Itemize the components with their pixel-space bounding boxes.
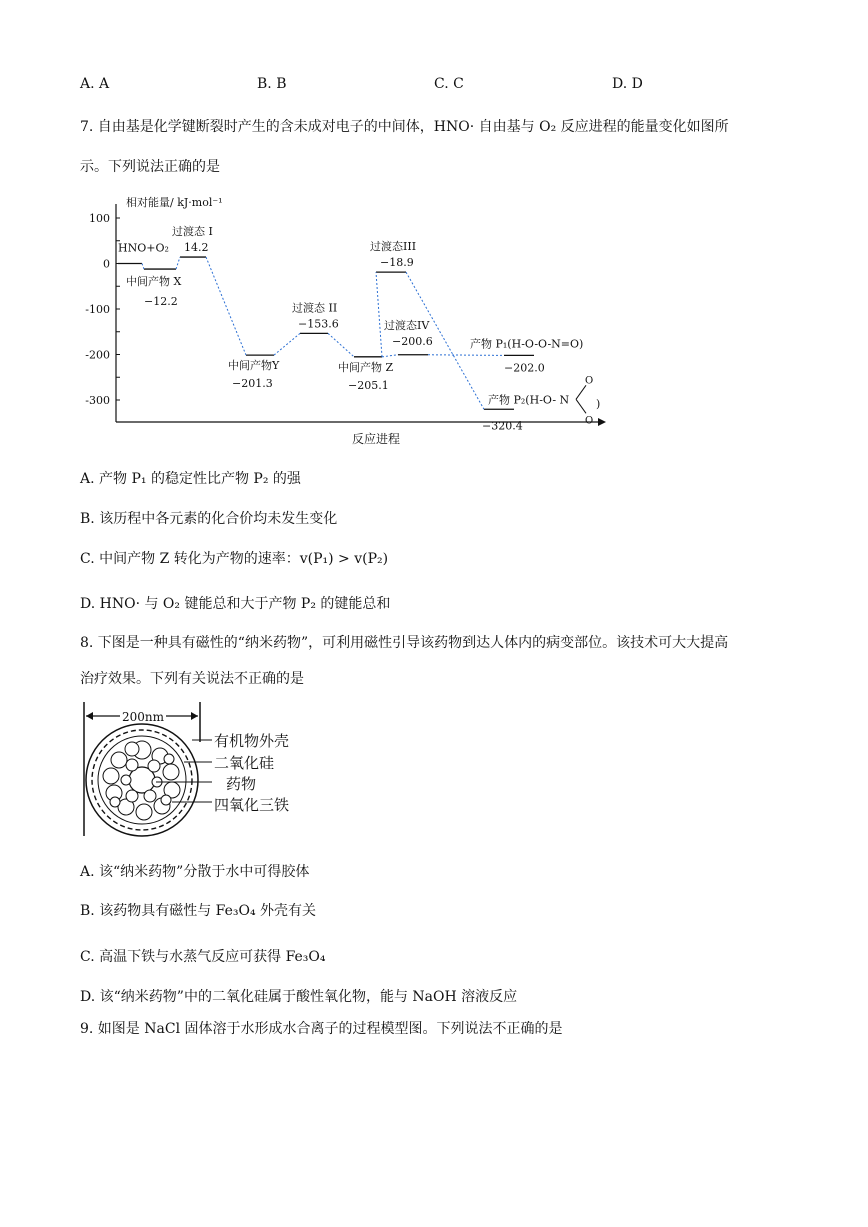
no2-paren: ) (596, 397, 601, 411)
y-tick-label: -200 (85, 348, 110, 362)
path-connector (376, 272, 382, 357)
label-organic-shell: 有机物外壳 (214, 732, 290, 750)
state-value-label: 14.2 (184, 241, 209, 255)
path-connector (382, 355, 398, 357)
fe3o4-sphere (103, 768, 119, 784)
y-tick-label: 100 (89, 212, 110, 225)
x-axis-arrow (598, 418, 606, 426)
y-axis-label: 相对能量/ kJ·mol⁻¹ (126, 196, 223, 209)
state-name-label: HNO+O₂ (118, 241, 169, 255)
state-value-label: −202.0 (504, 361, 545, 375)
fe3o4-sphere (111, 752, 127, 768)
path-connector (142, 264, 144, 270)
fe3o4-sphere (126, 759, 138, 771)
state-name-label: 中间产物 Z (338, 360, 394, 374)
q8-stem-line2: 治疗效果。下列有关说法不正确的是 (80, 671, 304, 687)
path-connector (328, 333, 354, 356)
state-value-label: −18.9 (380, 256, 414, 270)
state-name-label: 产物 P₂(H-O- N (488, 393, 570, 407)
fe3o4-spheres (103, 741, 180, 820)
fe3o4-sphere (163, 764, 179, 780)
y-tick-label: -100 (85, 303, 110, 316)
state-value-label: −12.2 (144, 295, 178, 309)
fe3o4-sphere (148, 760, 160, 772)
fe3o4-sphere (161, 795, 171, 805)
label-drug: 药物 (226, 775, 257, 793)
state-value-label: −200.6 (392, 334, 433, 348)
state-value-label: −205.1 (348, 378, 389, 392)
x-axis-label: 反应进程 (352, 432, 401, 446)
state-name-label: 中间产物Y (228, 359, 280, 373)
state-value-label: −153.6 (298, 317, 339, 331)
fe3o4-sphere (110, 797, 120, 807)
state-name-label: 过渡态IV (384, 318, 430, 332)
state-name-label: 中间产物 X (126, 275, 182, 289)
no2-bond (576, 385, 586, 399)
q8-option-b: B. 该药物具有磁性与 Fe₃O₄ 外壳有关 (80, 903, 317, 919)
q8-option-a: A. 该“纳米药物”分散于水中可得胶体 (80, 864, 310, 880)
state-value-label: −201.3 (232, 377, 273, 391)
path-connector (428, 355, 504, 356)
fe3o4-sphere (125, 742, 139, 756)
path-connector (206, 257, 246, 355)
path-connector (176, 257, 180, 269)
q6-option-b: B. B (257, 76, 287, 92)
q6-option-a: A. A (80, 76, 110, 92)
q8-option-c: C. 高温下铁与水蒸气反应可获得 Fe₃O₄ (80, 949, 326, 965)
state-name-label: 过渡态III (370, 240, 417, 254)
fe3o4-sphere (126, 790, 138, 802)
no2-oxygen: O (585, 375, 594, 387)
q7-stem-line2: 示。下列说法正确的是 (80, 159, 220, 175)
q9-stem: 9. 如图是 NaCl 固体溶于水形成水合离子的过程模型图。下列说法不正确的是 (80, 1021, 563, 1037)
q7-option-a: A. 产物 P₁ 的稳定性比产物 P₂ 的强 (80, 471, 301, 487)
q8-option-d: D. 该“纳米药物”中的二氧化硅属于酸性氧化物，能与 NaOH 溶液反应 (80, 989, 518, 1005)
fe3o4-sphere (136, 804, 152, 820)
y-tick-label: -300 (85, 394, 110, 407)
q6-option-c: C. C (434, 76, 464, 92)
energy-diagram (80, 188, 620, 454)
q7-option-d: D. HNO· 与 O₂ 键能总和大于产物 P₂ 的键能总和 (80, 596, 391, 612)
y-tick-label: 0 (103, 257, 110, 271)
fe3o4-sphere (144, 790, 156, 802)
state-name-label: 产物 P₁(H-O-O-N=O) (470, 337, 584, 351)
q6-option-d: D. D (612, 76, 643, 92)
q8-stem-line1: 8. 下图是一种具有磁性的“纳米药物”，可利用磁性引导该药物到达人体内的病变部位。该技术可大大提高 (80, 635, 729, 651)
label-fe3o4: 四氧化三铁 (214, 796, 290, 814)
scale-bar-label: 200nm (122, 710, 165, 724)
label-silica: 二氧化硅 (214, 754, 275, 772)
fe3o4-sphere (121, 775, 131, 785)
path-connector (274, 333, 300, 355)
q7-option-c: C. 中间产物 Z 转化为产物的速率：v(P₁) > v(P₂) (80, 551, 389, 567)
no2-bond (576, 399, 586, 413)
state-value-label: −320.4 (482, 419, 523, 433)
fe3o4-sphere (164, 754, 174, 764)
no2-oxygen: O (585, 415, 594, 427)
state-name-label: 过渡态 I (172, 225, 213, 239)
nanodrug-figure (80, 702, 320, 842)
q7-option-b: B. 该历程中各元素的化合价均未发生变化 (80, 511, 338, 527)
q7-stem-line1: 7. 自由基是化学键断裂时产生的含未成对电子的中间体，HNO· 自由基与 O₂ 反应进程的能量变化如图所 (80, 119, 729, 135)
state-name-label: 过渡态 II (292, 301, 338, 315)
